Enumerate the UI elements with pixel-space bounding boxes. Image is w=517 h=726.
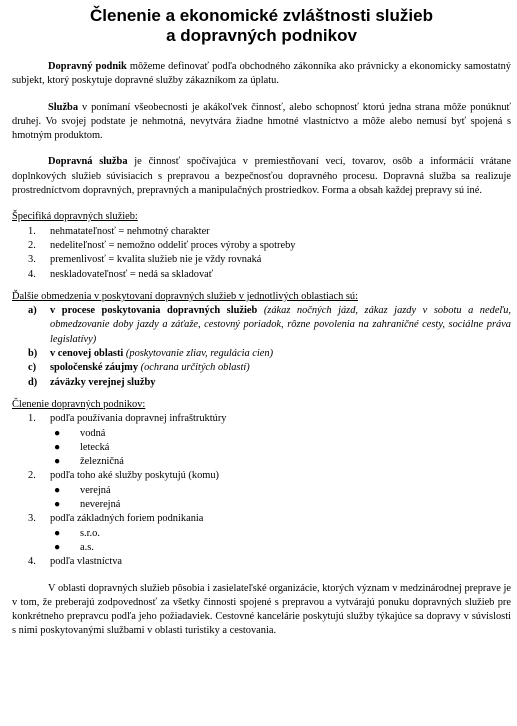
bullet-icon: ● <box>54 427 61 439</box>
list-item: 3. podľa základných foriem podnikania ● s.r.o. ● a.s. <box>12 512 511 555</box>
sublist <box>50 484 511 513</box>
heading-clenenie: Členenie dopravných podnikov: <box>12 398 146 410</box>
sublist <box>50 527 511 556</box>
term-sluzba: Služba <box>48 101 79 113</box>
list-item: 1. nehmatateľnosť = nehmotný charakter <box>28 225 210 237</box>
list-item: 4. podľa vlastníctva <box>28 556 123 568</box>
sublist-item: ● železničná <box>50 455 511 469</box>
list-item: 2. nedeliteľnosť = nemožno oddeliť proces výroby a spotreby <box>28 239 296 251</box>
sublist <box>50 427 511 470</box>
paragraph-dopravny-podnik <box>12 60 511 89</box>
list-item: a) v procese poskytovania dopravných služieb (zákaz nočných jázd, zákaz jazdy v sobotu a nedeľu, obmedzovanie doby jazdy a záťaže, cestovný poriadok, rôzne povolenia na zahraničné cesty, sociálne práva legislatívy) <box>28 305 511 345</box>
list-item: 3. premenlivosť = kvalita služieb nie je vždy rovnaká <box>28 254 262 266</box>
page-title <box>12 6 511 46</box>
sublist-item: ● verejná <box>50 484 511 498</box>
sublist-item: ● a.s. <box>50 541 511 555</box>
paragraph-sluzba <box>12 101 511 144</box>
definition-dopravny-podnik: môžeme definovať podľa obchodného zákonníka ako právnicky a ekonomicky samostatný subjekt, ktorý poskytuje dopravné služby zákazníkom za úplatu. <box>12 61 511 87</box>
list-obmedzenia <box>12 304 511 390</box>
list-item: d) záväzky verejnej služby <box>28 376 156 388</box>
definition-dopravna-sluzba: je činnosť spočívajúca v premiestňovaní vecí, tovarov, osôb a informácií vrátane doplnkových služieb súvisiacich s prepravou a bezpečnosťou dopravného procesu. Dopravná služba sa realizuje prostredníctvom dopravných, prepravných a manipulačných prostriedkov. Forma a obsah každej prepravy sú iné. <box>12 156 511 197</box>
heading-specifika: Špecifiká dopravných služieb: <box>12 211 138 223</box>
bullet-icon: ● <box>54 541 61 553</box>
bullet-icon: ● <box>54 527 61 539</box>
heading-obmedzenia: Ďalšie obmedzenia v poskytovaní dopravných služieb v jednotlivých oblastiach sú: <box>12 290 358 302</box>
list-clenenie <box>12 412 511 569</box>
sublist-item: ● vodná <box>50 427 511 441</box>
bullet-icon: ● <box>54 484 61 496</box>
paragraph-closing: V oblasti dopravných služieb pôsobia i zasielateľské organizácie, ktorých význam v medzinárodnej preprave je v tom, že preberajú zodpovednosť za všetky činnosti spojené s prepravou a vytvárajú ponuku dopravných služieb pre konkrétneho prepravcu podľa jeho požiadaviek. Cestovné kancelárie poskytujú služby týkajúce sa dopravy v súvislosti s nimi poskytovanými službami v oblasti turistiky a cestovania. <box>12 582 511 637</box>
list-specifika <box>12 225 511 282</box>
list-item: c) spoločenské záujmy (ochrana určitých oblastí) <box>28 362 250 374</box>
title-line-2: a dopravných podnikov <box>166 26 357 45</box>
list-item: 4. neskladovateľnosť = nedá sa skladovať <box>28 268 214 280</box>
bullet-icon: ● <box>54 441 61 453</box>
list-item: b) v cenovej oblasti (poskytovanie zliav, regulácia cien) <box>28 348 274 360</box>
list-item: 1. podľa používania dopravnej infraštruktúry ● vodná ● letecká ● železničná <box>12 412 511 469</box>
list-item: 2. podľa toho aké služby poskytujú (komu) ● verejná ● neverejná <box>12 469 511 512</box>
paragraph-dopravna-sluzba <box>12 155 511 198</box>
sublist-item: ● s.r.o. <box>50 527 511 541</box>
bullet-icon: ● <box>54 499 61 511</box>
term-dopravny-podnik: Dopravný podnik <box>48 61 127 72</box>
title-line-1: Členenie a ekonomické zvláštnosti služieb <box>90 6 433 25</box>
definition-sluzba: v ponímaní všeobecnosti je akákoľvek činnosť, alebo schopnosť ktorú jedna strana môže ponúknuť druhej. Vo svojej podstate je nehmotná, nevytvára žiadne hmotné vlastníctvo a môže alebo nemusí byť spojená s hmotným produktom. <box>12 101 511 142</box>
term-dopravna-sluzba: Dopravná služba <box>48 156 128 168</box>
bullet-icon: ● <box>54 456 61 468</box>
sublist-item: ● neverejná <box>50 498 511 512</box>
sublist-item: ● letecká <box>50 441 511 455</box>
